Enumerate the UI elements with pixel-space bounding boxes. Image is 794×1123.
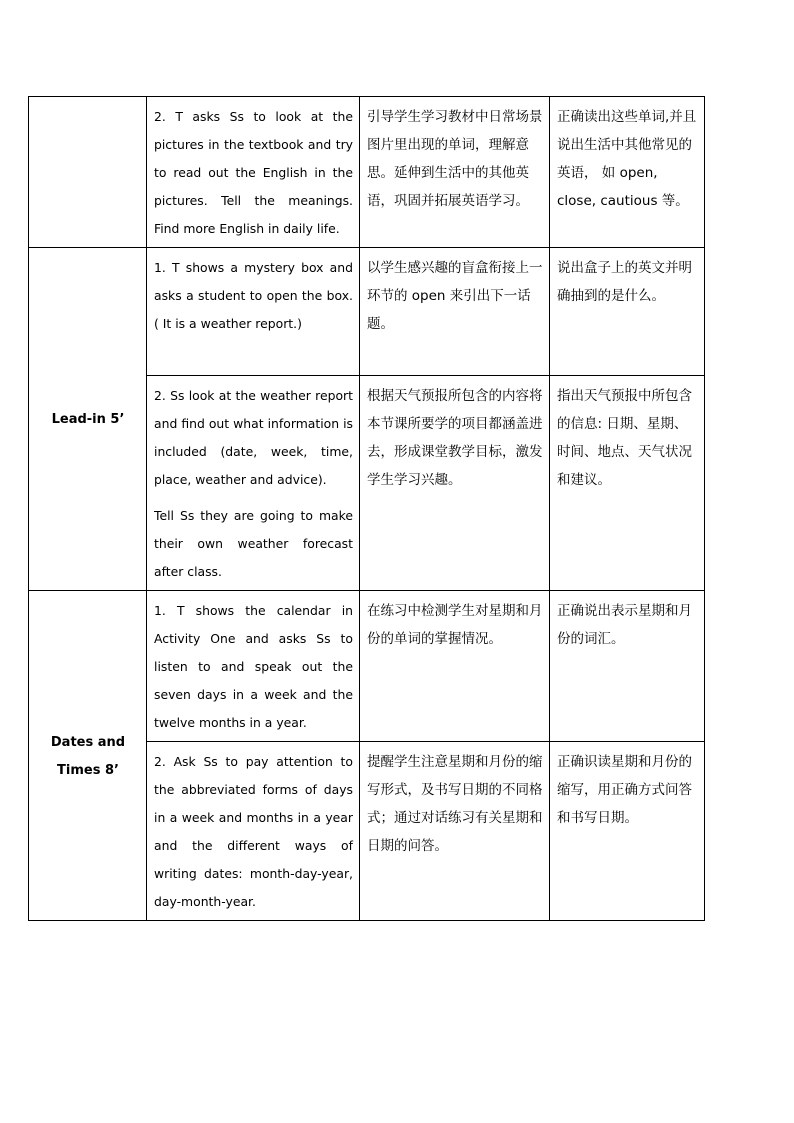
activity-cell: [147, 591, 360, 742]
stage-cell: [29, 97, 147, 248]
activity-text: 1. T shows a mystery box and asks a student to open the box.( It is a weather report.): [154, 260, 353, 331]
purpose-cell: 在练习中检测学生对星期和月份的单词的掌握情况。: [360, 591, 550, 742]
table-row: [29, 591, 705, 742]
activity-cell: [147, 248, 360, 376]
stage-cell-dates-and-times: Dates and Times 8’: [29, 591, 147, 921]
outcome-cell: 正确读出这些单词,并且说出生活中其他常见的英语， 如 open, close, cautious 等。: [550, 97, 705, 248]
activity-cell: [147, 376, 360, 591]
purpose-cell: 以学生感兴趣的盲盒衔接上一环节的 open 来引出下一话题。: [360, 248, 550, 376]
outcome-cell: 正确说出表示星期和月份的词汇。: [550, 591, 705, 742]
activity-cell: [147, 97, 360, 248]
activity-cell: [147, 742, 360, 921]
activity-text: 2. T asks Ss to look at the pictures in the textbook and try to read out the English in the pictures. Tell the meanings. Find more English in daily life.: [154, 109, 353, 236]
outcome-cell: 说出盒子上的英文并明确抽到的是什么。: [550, 248, 705, 376]
purpose-cell: 根据天气预报所包含的内容将本节课所要学的项目都涵盖进去，形成课堂教学目标，激发学生学习兴趣。: [360, 376, 550, 591]
table-row: [29, 97, 705, 248]
outcome-cell: 指出天气预报中所包含的信息: 日期、星期、时间、地点、天气状况和建议。: [550, 376, 705, 591]
activity-text: 1. T shows the calendar in Activity One and asks Ss to listen to and speak out the seven days in a week and the twelve months in a year.: [154, 603, 353, 730]
table-row: [29, 248, 705, 376]
lesson-plan-table: [28, 96, 705, 921]
purpose-cell: 引导学生学习教材中日常场景图片里出现的单词，理解意思。延伸到生活中的其他英语，巩固并拓展英语学习。: [360, 97, 550, 248]
activity-text: Tell Ss they are going to make their own weather forecast after class.: [154, 508, 353, 579]
outcome-cell: 正确识读星期和月份的缩写，用正确方式问答和书写日期。: [550, 742, 705, 921]
stage-cell-lead-in: Lead-in 5’: [29, 248, 147, 591]
activity-text: 2. Ask Ss to pay attention to the abbreviated forms of days in a week and months in a year and the different ways of writing dates: month-day-year, day-month-year.: [154, 754, 353, 909]
activity-text: 2. Ss look at the weather report and find out what information is included (date, week, time, place, weather and advice).: [154, 388, 353, 487]
purpose-cell: 提醒学生注意星期和月份的缩写形式，及书写日期的不同格式；通过对话练习有关星期和日期的问答。: [360, 742, 550, 921]
